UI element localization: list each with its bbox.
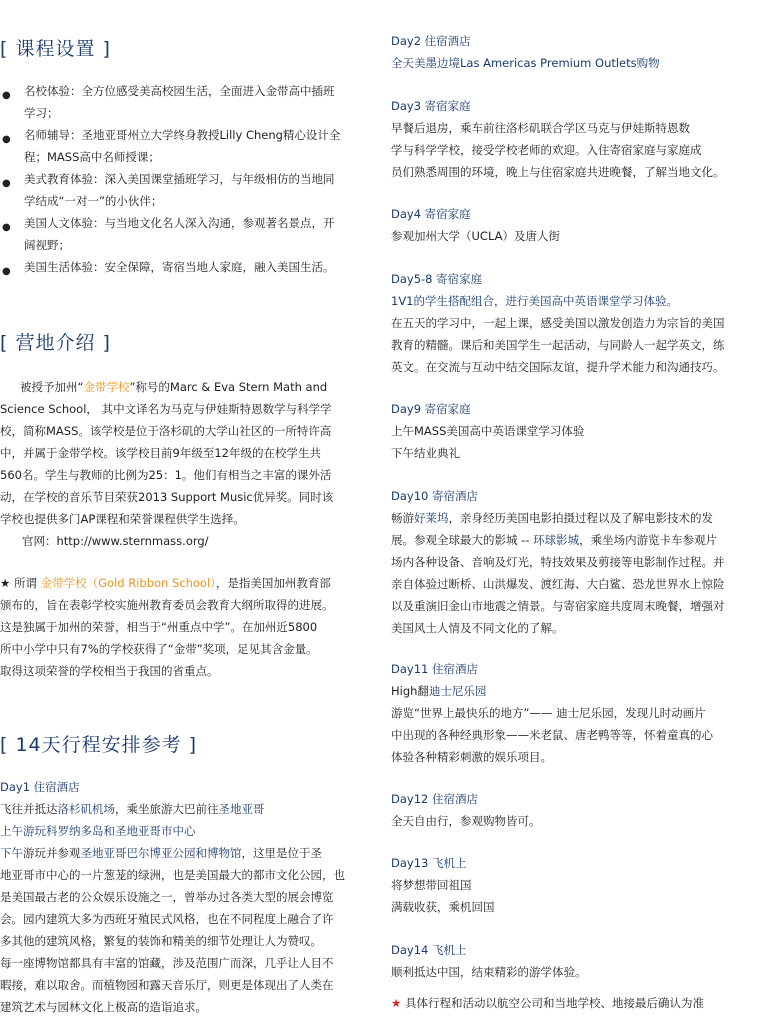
camp-line: 560名。学生与教师的比例为25：1。他们有相当之丰富的课外活 (0, 468, 332, 482)
day-line: 教育的精髓。课后和美国学生一起活动，与同龄人一起学英文，练 (391, 338, 725, 352)
note-line: 取得这项荣誉的学校相当于我国的省重点。 (0, 664, 219, 678)
day-line: 多其他的建筑风格，繁复的装饰和精美的细节处理让人为赞叹。 (0, 934, 322, 948)
bullet-icon: ● (2, 178, 11, 189)
gold-ribbon-highlight: 金带学校（Gold Ribbon School） (40, 576, 216, 590)
day-heading: Day12 住宿酒店 (391, 792, 478, 806)
star-icon: ★ (0, 576, 11, 590)
bullet-icon: ● (2, 222, 11, 233)
day-line: 在五天的学习中，一起上课，感受美国以激发创造力为宗旨的美国 (391, 316, 725, 330)
day-line: 建筑艺术与园林文化上极高的造诣追求。 (0, 1000, 207, 1014)
itinerary-section-title: [ 14天行程安排参考 ] (0, 734, 198, 756)
day-line: 地亚哥市中心的一片葱茏的绿洲，也是美国最大的都市文化公园，也 (0, 868, 345, 882)
day-line: 顺利抵达中国，结束精彩的游学体验。 (391, 965, 587, 979)
website-link[interactable]: 官网：http://www.sternmass.org/ (22, 534, 209, 548)
day-line: 飞往并抵达洛杉矶机场，乘坐旅游大巴前往圣地亚哥 (0, 802, 265, 816)
list-item: 名校体验：全方位感受美高校园生活，全面进入金带高中插班 (24, 84, 335, 98)
day-line: 中出现的各种经典形象——米老鼠、唐老鸭等等，怀着童真的心 (391, 728, 713, 742)
day-heading: Day1 住宿酒店 (0, 780, 80, 794)
gold-school-highlight: 金带学校 (83, 380, 130, 394)
camp-line: 学校也提供多门AP课程和荣誉课程供学生选择。 (0, 512, 245, 526)
list-item: 学结成“一对一”的小伙伴； (24, 194, 163, 208)
note-line: ★ 所谓 金带学校（Gold Ribbon School），是指美国加州教育部 (0, 576, 331, 590)
day-line: 1V1的学生搭配组合，进行美国高中英语课堂学习体验。 (391, 294, 678, 308)
day-heading: Day3 寄宿家庭 (391, 99, 471, 113)
day-line: 畅游好莱坞，亲身经历美国电影拍摄过程以及了解电影技术的发 (391, 511, 713, 525)
bullet-icon: ● (2, 90, 11, 101)
day-line: 学与科学学校，接受学校老师的欢迎。入住寄宿家庭与家庭成 (391, 143, 702, 157)
day-line: 会。园内建筑大多为西班牙殖民式风格，也在不同程度上融合了许 (0, 912, 334, 926)
day-heading: Day2 住宿酒店 (391, 34, 471, 48)
day-line: 满载收获，乘机回国 (391, 900, 495, 914)
day-heading: Day10 寄宿酒店 (391, 489, 478, 503)
list-item: 美国生活体验：安全保障，寄宿当地人家庭，融入美国生活。 (24, 260, 335, 274)
camp-line: 校，简称MASS。该学校是位于洛杉矶的大学山社区的一所特许高 (0, 424, 332, 438)
day-line: 全天美墨边境Las Americas Premium Outlets购物 (391, 56, 660, 70)
day-line: 场内各种设备、音响及灯光，特技效果及剪接等电影制作过程。并 (391, 555, 725, 569)
day-line: 是美国最古老的公众娱乐设施之一，曾举办过各类大型的展会博览 (0, 890, 334, 904)
list-item: 美国人文体验：与当地文化名人深入沟通，参观著名景点，开 (24, 216, 335, 230)
list-item: 名师辅导：圣地亚哥州立大学终身教授Lilly Cheng精心设计全 (24, 128, 341, 142)
day-line: 上午游玩科罗纳多岛和圣地亚哥市中心 (0, 824, 196, 838)
camp-line: 动，在学校的音乐节目荣获2013 Support Music优异奖。同时该 (0, 490, 334, 504)
day-line: 下午结业典礼 (391, 446, 460, 460)
day-line: 上午MASS美国高中英语课堂学习体验 (391, 424, 585, 438)
day-heading: Day13 飞机上 (391, 856, 467, 870)
list-item: 阔视野； (24, 238, 70, 252)
course-section-title: [ 课程设置 ] (0, 38, 111, 60)
camp-section-title: [ 营地介绍 ] (0, 332, 111, 354)
star-icon: ★ (391, 996, 402, 1010)
day-line: 下午游玩并参观圣地亚哥巴尔博亚公园和博物馆，这里是位于圣 (0, 846, 322, 860)
day-line: 参观加州大学（UCLA）及唐人街 (391, 229, 560, 243)
day-heading: Day4 寄宿家庭 (391, 207, 471, 221)
note-line: 颁布的，旨在表彰学校实施州教育委员会教育大纲所取得的进展。 (0, 598, 334, 612)
day-heading: Day11 住宿酒店 (391, 662, 478, 676)
note-line: 这是独属于加州的荣誉，相当于“州重点中学”。在加州近5800 (0, 620, 318, 634)
day-line: 美国风土人情及不同文化的了解。 (391, 621, 564, 635)
list-item: 美式教育体验：深入美国课堂插班学习，与年级相仿的当地同 (24, 172, 335, 186)
day-line: 亲自体验过断桥、山洪爆发、渡红海、大白鲨、恐龙世界水上惊险 (391, 577, 725, 591)
camp-line: 中，并属于金带学校。该学校目前9年级至12年级的在校学生共 (0, 446, 321, 460)
day-line: 游览“世界上最快乐的地方”—— 迪士尼乐园，发现儿时动画片 (391, 706, 706, 720)
day-heading: Day14 飞机上 (391, 943, 467, 957)
bullet-icon: ● (2, 134, 11, 145)
day-line: 英文。在交流与互动中结交国际友谊，提升学术能力和沟通技巧。 (391, 360, 725, 374)
day-heading: Day9 寄宿家庭 (391, 402, 471, 416)
day-line: 展。参观全球最大的影城 -- 环球影城，乘坐场内游览卡车参观片 (391, 533, 718, 547)
note-line: 所中小学中只有7%的学校获得了“金带”奖项，足见其含金量。 (0, 642, 318, 656)
bullet-icon: ● (2, 266, 11, 277)
day-line: High翻迪士尼乐园 (391, 684, 487, 698)
camp-line: 被授予加州“金带学校”称号的Marc & Eva Stern Math and (20, 380, 328, 394)
day-line: 暇接，难以取舍。而植物园和露天音乐厅，则更是体现出了人类在 (0, 978, 334, 992)
list-item: 程；MASS高中名师授课； (24, 150, 160, 164)
day-line: 员们熟悉周围的环境，晚上与住宿家庭共进晚餐，了解当地文化。 (391, 165, 725, 179)
day-line: 体验各种精彩刺激的娱乐项目。 (391, 750, 552, 764)
day-line: 全天自由行，参观购物皆可。 (391, 814, 541, 828)
day-line: 以及重演旧金山市地震之情景。与寄宿家庭共度周末晚餐，增强对 (391, 599, 725, 613)
day-heading: Day5-8 寄宿家庭 (391, 272, 483, 286)
day-line: 早餐后退房，乘车前往洛杉矶联合学区马克与伊娃斯特恩数 (391, 121, 690, 135)
list-item: 学习； (24, 106, 59, 120)
camp-line: Science School， 其中文译名为马克与伊娃斯特恩数学与科学学 (0, 402, 332, 416)
day-line: 将梦想带回祖国 (391, 878, 472, 892)
day-line: 每一座博物馆都具有丰富的馆藏，涉及范围广而深，几乎让人目不 (0, 956, 334, 970)
disclaimer-note: ★ 具体行程和活动以航空公司和当地学校、地接最后确认为准 (391, 996, 704, 1010)
